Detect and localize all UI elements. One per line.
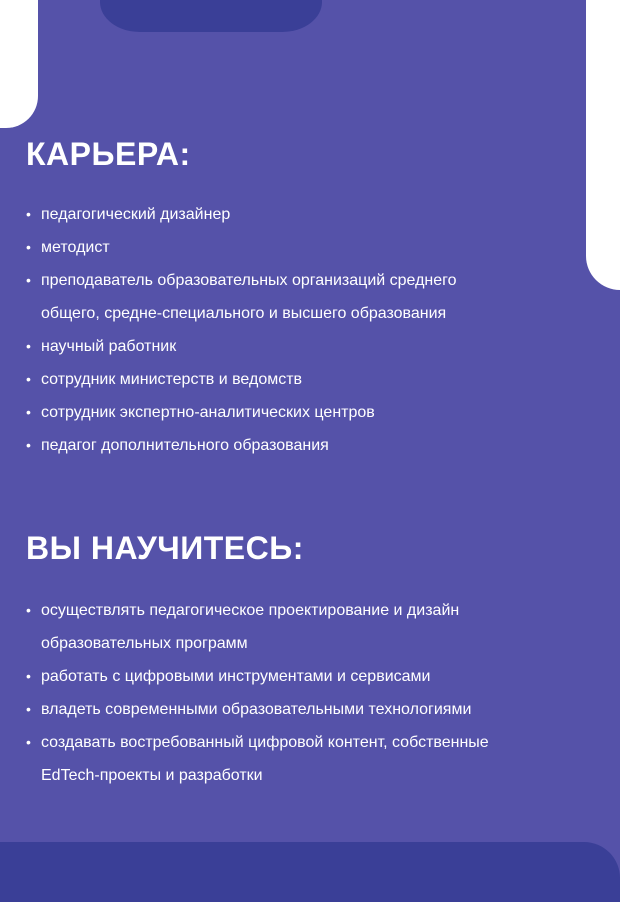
learn-item: • осуществлять педагогическое проектирование и дизайн образовательных программ [26, 594, 596, 660]
bullet-icon: • [26, 371, 31, 387]
bullet-icon: • [26, 404, 31, 420]
bullet-icon: • [26, 734, 31, 750]
career-item: • сотрудник экспертно-аналитических центров [26, 396, 596, 429]
decorative-dark-band-bottom [0, 842, 620, 902]
career-item: • педагогический дизайнер [26, 198, 596, 231]
learn-heading: ВЫ НАУЧИТЕСЬ: [26, 530, 304, 566]
career-section [26, 136, 596, 462]
career-list [26, 198, 596, 462]
decorative-white-tab-top-left [0, 0, 38, 128]
career-item: • научный работник [26, 330, 596, 363]
career-item: • методист [26, 231, 596, 264]
bullet-icon: • [26, 239, 31, 255]
career-item: • педагог дополнительного образования [26, 429, 596, 462]
bullet-icon: • [26, 437, 31, 453]
career-heading: КАРЬЕРА: [26, 136, 191, 172]
bullet-icon: • [26, 602, 31, 618]
bullet-icon: • [26, 338, 31, 354]
bullet-icon: • [26, 668, 31, 684]
learn-section [26, 530, 596, 792]
bullet-icon: • [26, 272, 31, 288]
bullet-icon: • [26, 701, 31, 717]
learn-item: • работать с цифровыми инструментами и сервисами [26, 660, 596, 693]
career-item: • преподаватель образовательных организаций среднего общего, средне-специального и высшего образования [26, 264, 596, 330]
learn-item: • владеть современными образовательными технологиями [26, 693, 596, 726]
decorative-dark-blob-top [100, 0, 322, 32]
bullet-icon: • [26, 206, 31, 222]
learn-item: • создавать востребованный цифровой контент, собственные EdTech-проекты и разработки [26, 726, 596, 792]
career-item: • сотрудник министерств и ведомств [26, 363, 596, 396]
learn-list [26, 594, 596, 792]
